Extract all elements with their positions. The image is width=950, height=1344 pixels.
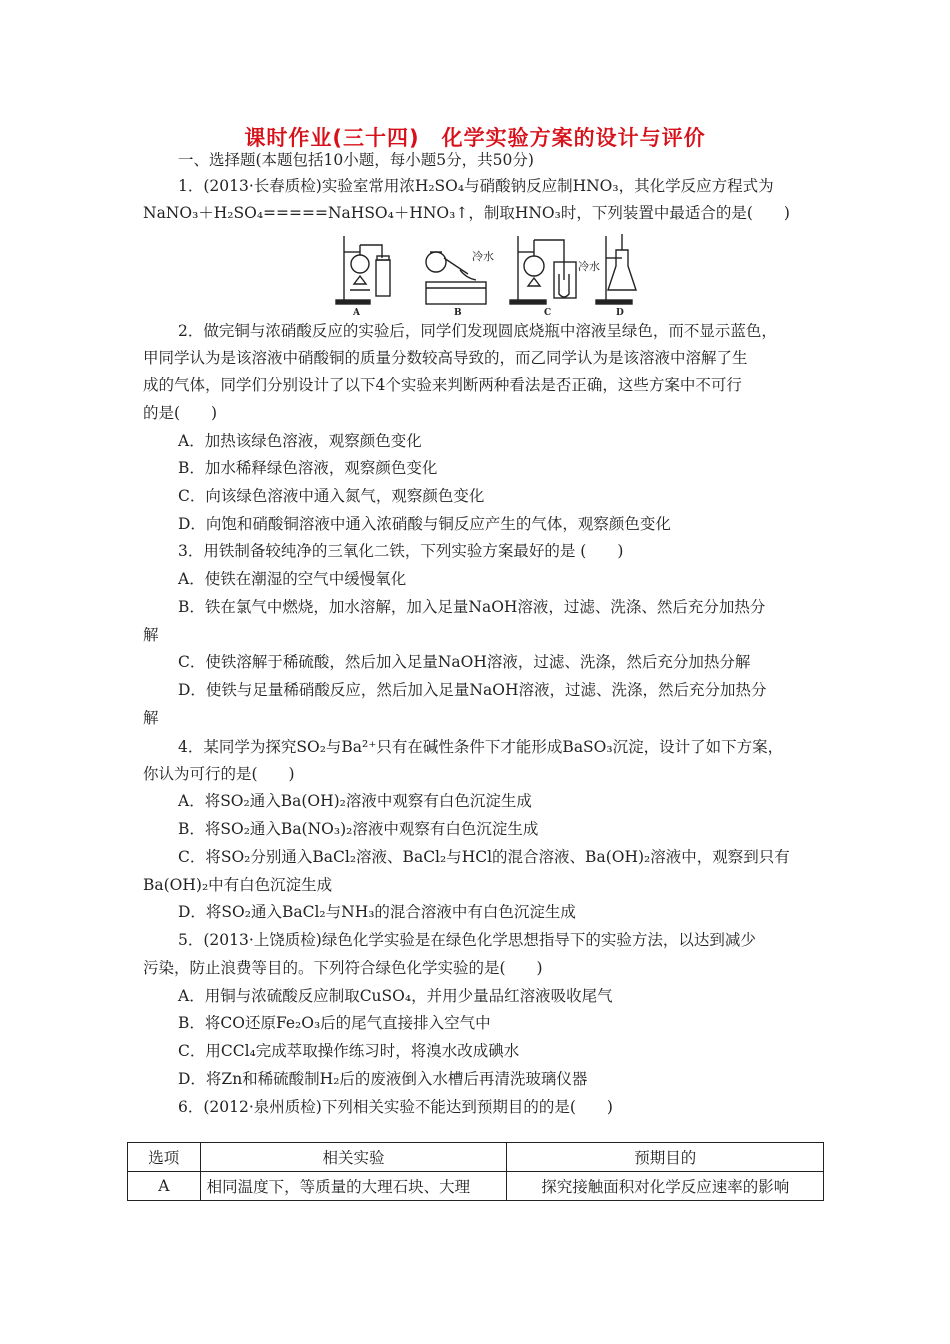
q5-line2: 污染，防止浪费等目的。下列符合绿色化学实验的是( ) <box>143 959 543 977</box>
page-title: 课时作业(三十四) 化学实验方案的设计与评价 <box>244 126 706 150</box>
q5-line1: 5．(2013·上饶质检)绿色化学实验是在绿色化学思想指导下的实验方法，以达到减少 <box>178 931 756 949</box>
table-header-cell: 相关实验 <box>200 1143 507 1172</box>
q2-option-c: C．向该绿色溶液中通入氮气，观察颜色变化 <box>178 487 485 505</box>
section-heading: 一、选择题(本题包括10小题，每小题5分，共50分) <box>178 151 534 169</box>
figure-label-d: D <box>616 308 624 316</box>
figure-label-b: B <box>454 308 462 316</box>
q4-option-a: A．将SO₂通入Ba(OH)₂溶液中观察有白色沉淀生成 <box>178 792 532 810</box>
q4-option-c-line1: C．将SO₂分别通入BaCl₂溶液、BaCl₂与HCl的混合溶液、Ba(OH)₂溶液中，观察到只有 <box>178 848 790 866</box>
q3-option-c: C．使铁溶解于稀硫酸，然后加入足量NaOH溶液，过滤、洗涤，然后充分加热分解 <box>178 653 751 671</box>
q4-line1: 4．某同学为探究SO₂与Ba²⁺只有在碱性条件下才能形成BaSO₃沉淀，设计了如下方案， <box>178 738 784 756</box>
q6-line1: 6．(2012·泉州质检)下列相关实验不能达到预期目的的是( ) <box>178 1098 613 1116</box>
q5-option-b: B．将CO还原Fe₂O₃后的尾气直接排入空气中 <box>178 1014 491 1032</box>
q1-line2: NaNO₃＋H₂SO₄=====NaHSO₄＋HNO₃↑，制取HNO₃时，下列装置中最适合的是( ) <box>143 204 790 222</box>
apparatus-figure <box>330 230 650 316</box>
q2-line1: 2．做完铜与浓硝酸反应的实验后，同学们发现圆底烧瓶中溶液呈绿色，而不显示蓝色， <box>178 322 777 340</box>
figure-label-c: C <box>544 308 552 316</box>
q3-line1: 3．用铁制备较纯净的三氧化二铁，下列实验方案最好的是 ( ) <box>178 542 624 560</box>
q2-line3: 成的气体，同学们分别设计了以下4个实验来判断两种看法是否正确，这些方案中不可行 <box>143 376 742 394</box>
q2-line4: 的是( ) <box>143 404 218 422</box>
table-row <box>128 1172 824 1201</box>
q1-line1: 1．(2013·长春质检)实验室常用浓H₂SO₄与硝酸钠反应制HNO₃，其化学反应方程式为 <box>178 177 774 195</box>
table-header-row <box>128 1143 824 1172</box>
q3-option-d-line1: D．使铁与足量稀硝酸反应，然后加入足量NaOH溶液，过滤、洗涤，然后充分加热分 <box>178 681 767 699</box>
table-header-cell: 预期目的 <box>507 1143 824 1172</box>
figure-label-a: A <box>353 308 360 316</box>
experiment-table <box>127 1142 824 1201</box>
table-cell: A <box>128 1172 201 1201</box>
q4-option-c-line2: Ba(OH)₂中有白色沉淀生成 <box>143 876 333 894</box>
q4-option-b: B．将SO₂通入Ba(NO₃)₂溶液中观察有白色沉淀生成 <box>178 820 539 838</box>
q2-option-d: D．向饱和硝酸铜溶液中通入浓硝酸与铜反应产生的气体，观察颜色变化 <box>178 515 671 533</box>
q2-option-b: B．加水稀释绿色溶液，观察颜色变化 <box>178 459 438 477</box>
q4-option-d: D．将SO₂通入BaCl₂与NH₃的混合溶液中有白色沉淀生成 <box>178 903 576 921</box>
table-header-cell: 选项 <box>128 1143 201 1172</box>
figure-water-label-b: 冷水 <box>472 250 494 263</box>
q5-option-a: A．用铜与浓硫酸反应制取CuSO₄，并用少量品红溶液吸收尾气 <box>178 987 613 1005</box>
q4-line2: 你认为可行的是( ) <box>143 765 295 783</box>
q3-option-b-line2: 解 <box>143 626 159 644</box>
q2-option-a: A．加热该绿色溶液，观察颜色变化 <box>178 432 422 450</box>
q3-option-a: A．使铁在潮湿的空气中缓慢氧化 <box>178 570 407 588</box>
q3-option-b-line1: B．铁在氯气中燃烧，加水溶解，加入足量NaOH溶液，过滤、洗涤、然后充分加热分 <box>178 598 766 616</box>
figure-water-label-c: 冷水 <box>578 260 600 273</box>
table-cell: 探究接触面积对化学反应速率的影响 <box>507 1172 824 1201</box>
q5-option-d: D．将Zn和稀硫酸制H₂后的废液倒入水槽后再清洗玻璃仪器 <box>178 1070 588 1088</box>
q2-line2: 甲同学认为是该溶液中硝酸铜的质量分数较高导致的，而乙同学认为是该溶液中溶解了生 <box>143 349 748 367</box>
q3-option-d-line2: 解 <box>143 709 159 727</box>
q5-option-c: C．用CCl₄完成萃取操作练习时，将溴水改成碘水 <box>178 1042 520 1060</box>
table-cell: 相同温度下，等质量的大理石块、大理 <box>200 1172 507 1201</box>
